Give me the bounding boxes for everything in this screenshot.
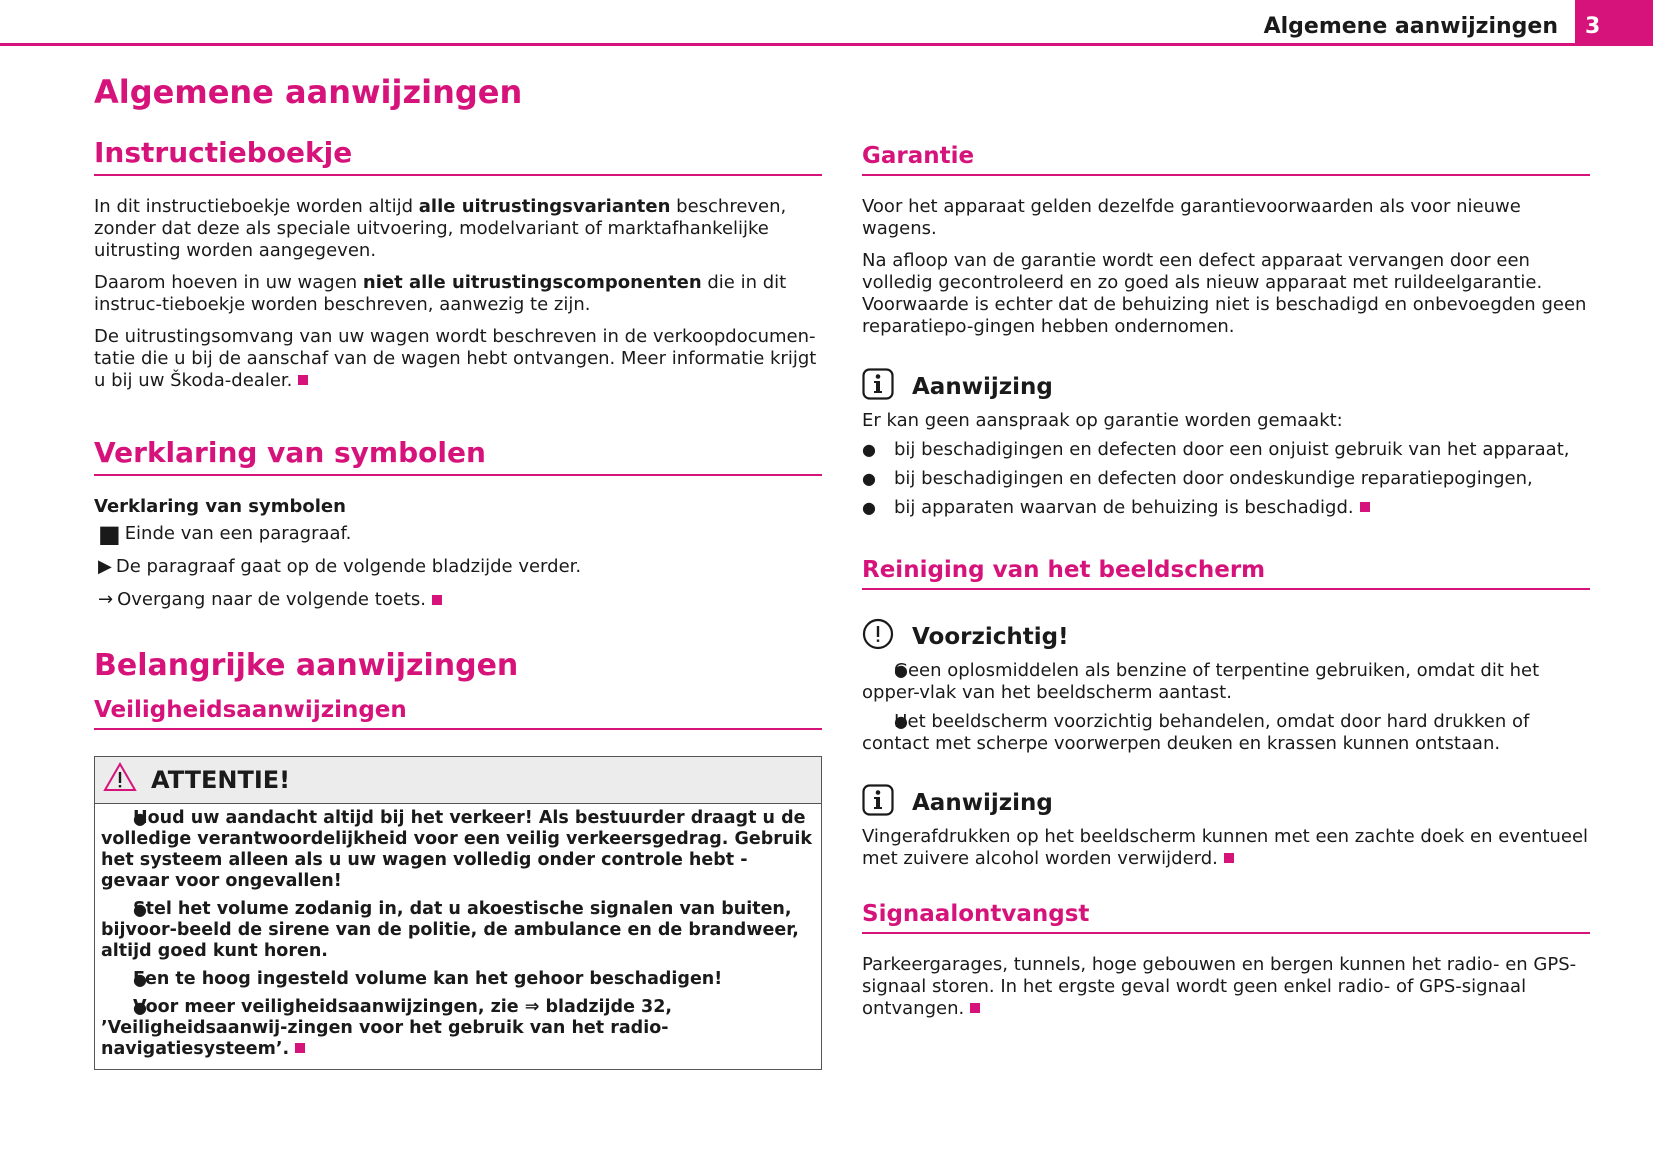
section-heading-signaal: Signaalontvangst xyxy=(862,900,1590,934)
symbol-row: ■ Einde van een paragraaf. xyxy=(98,520,352,548)
symbol-row: → Overgang naar de volgende toets. xyxy=(94,589,822,611)
subheading: Verklaring van symbolen xyxy=(94,496,346,517)
note-intro: Er kan geen aanspraak op garantie worden gemaakt: xyxy=(862,410,1343,431)
section-heading-belangrijk: Belangrijke aanwijzingen xyxy=(94,648,519,683)
symbol-row: ▶ De paragraaf gaat op de volgende bladzijde verder. xyxy=(98,556,582,577)
paragraph: De uitrustingsomvang van uw wagen wordt beschreven in de verkoopdocumen-tatie die u bij de aanschaf van de wagen hebt ontvangen. Meer informatie krijgt u bij uw Škoda-dealer. xyxy=(94,326,817,391)
warning-title: ATTENTIE! xyxy=(151,766,291,794)
caution-header xyxy=(862,618,1590,656)
right-column xyxy=(862,142,1590,1020)
note-bullet: ● bij beschadigingen en defecten door ondeskundige reparatiepogingen, xyxy=(862,468,1590,490)
section-heading-reiniging: Reiniging van het beeldscherm xyxy=(862,556,1590,590)
note-header xyxy=(862,368,1590,406)
warning-body xyxy=(95,804,821,1069)
caution-bullet: ● Het beeldscherm voorzichtig behandelen, omdat door hard drukken of contact met scherpe voorwerpen deuken en krassen kunnen ontstaan. xyxy=(862,711,1590,755)
info-note-icon xyxy=(862,784,894,822)
section-heading-instructieboekje: Instructieboekje xyxy=(94,136,822,176)
paragraph: Na afloop van de garantie wordt een defect apparaat vervangen door een volledig gecontroleerd en zo goed als nieuw apparaat met ruildeelgarantie. Voorwaarde is echter dat de behuizing niet is beschadigd en onbevoegden geen reparatiepo-gingen hebben ondernomen. xyxy=(862,250,1587,337)
note-bullet: ● bij apparaten waarvan de behuizing is beschadigd. xyxy=(862,497,1590,519)
section-heading-garantie: Garantie xyxy=(862,142,1590,176)
header-rule xyxy=(0,43,1653,46)
left-column xyxy=(94,136,822,1070)
paragraph: Parkeergarages, tunnels, hoge gebouwen en bergen kunnen het radio- en GPS-signaal storen. In het ergste geval wordt geen enkel radio- of GPS-signaal ontvangen. xyxy=(862,954,1577,1019)
paragraph: Voor het apparaat gelden dezelfde garantievoorwaarden als voor nieuwe wagens. xyxy=(862,196,1521,239)
page-number: 3 xyxy=(1575,0,1653,46)
section-heading-symbolen: Verklaring van symbolen xyxy=(94,436,822,476)
info-note-icon xyxy=(862,368,894,406)
warning-bullet: ● Een te hoog ingesteld volume kan het gehoor beschadigen! xyxy=(101,969,815,990)
caution-bullet: ● Geen oplosmiddelen als benzine of terpentine gebruiken, omdat dit het opper-vlak van het beeldscherm aantast. xyxy=(862,660,1590,704)
triangle-right-icon: ▶ xyxy=(98,556,112,577)
page-title: Algemene aanwijzingen xyxy=(94,73,523,111)
end-of-paragraph-marker xyxy=(1224,853,1234,863)
note-title: Aanwijzing xyxy=(912,374,1053,400)
subsection-heading-veiligheid: Veiligheidsaanwijzingen xyxy=(94,696,822,730)
note-title: Aanwijzing xyxy=(912,790,1053,816)
note-bullet: ● bij beschadigingen en defecten door een onjuist gebruik van het apparaat, xyxy=(862,439,1590,461)
note-text: Vingerafdrukken op het beeldscherm kunnen met een zachte doek en eventueel met zuivere alcohol worden verwijderd. xyxy=(862,826,1589,869)
exclamation-circle-icon xyxy=(862,618,894,656)
caution-title: Voorzichtig! xyxy=(912,624,1069,650)
arrow-right-icon: → xyxy=(98,589,114,610)
end-of-paragraph-marker xyxy=(295,1043,305,1053)
warning-bullet: ● Houd uw aandacht altijd bij het verkeer! Als bestuurder draagt u de volledige verantwoordelijkheid voor een veilig verkeersgedrag. Gebruik het systeem alleen als u uw wagen volledig onder controle hebt - gevaar voor ongevallen! xyxy=(101,808,815,892)
paragraph: In dit instructieboekje worden altijd alle uitrustingsvarianten beschreven, zonder dat deze als speciale uitvoering, modelvariant of marktafhankelijke uitrusting worden aangegeven. xyxy=(94,196,787,261)
end-of-paragraph-marker xyxy=(1360,502,1370,512)
warning-triangle-icon xyxy=(103,762,137,798)
paragraph: Daarom hoeven in uw wagen niet alle uitrustingscomponenten die in dit instruc-tieboekje worden beschreven, aanwezig te zijn. xyxy=(94,272,787,315)
end-of-paragraph-marker xyxy=(970,1003,980,1013)
end-of-paragraph-marker xyxy=(298,375,308,385)
warning-bullet: ● Voor meer veiligheidsaanwijzingen, zie ⇒ bladzijde 32, ’Veiligheidsaanwij-zingen voor het gebruik van het radio-navigatiesysteem’. xyxy=(101,997,815,1060)
running-header: Algemene aanwijzingen xyxy=(1263,14,1558,39)
warning-bullet: ● Stel het volume zodanig in, dat u akoestische signalen van buiten, bijvoor-beeld de sirene van de politie, de ambulance en de brandweer, altijd goed kunt horen. xyxy=(101,899,815,962)
warning-box xyxy=(94,756,822,1070)
note-header xyxy=(862,784,1590,822)
warning-header xyxy=(95,757,821,804)
end-square-icon: ■ xyxy=(98,520,121,548)
end-of-paragraph-marker xyxy=(432,595,442,605)
